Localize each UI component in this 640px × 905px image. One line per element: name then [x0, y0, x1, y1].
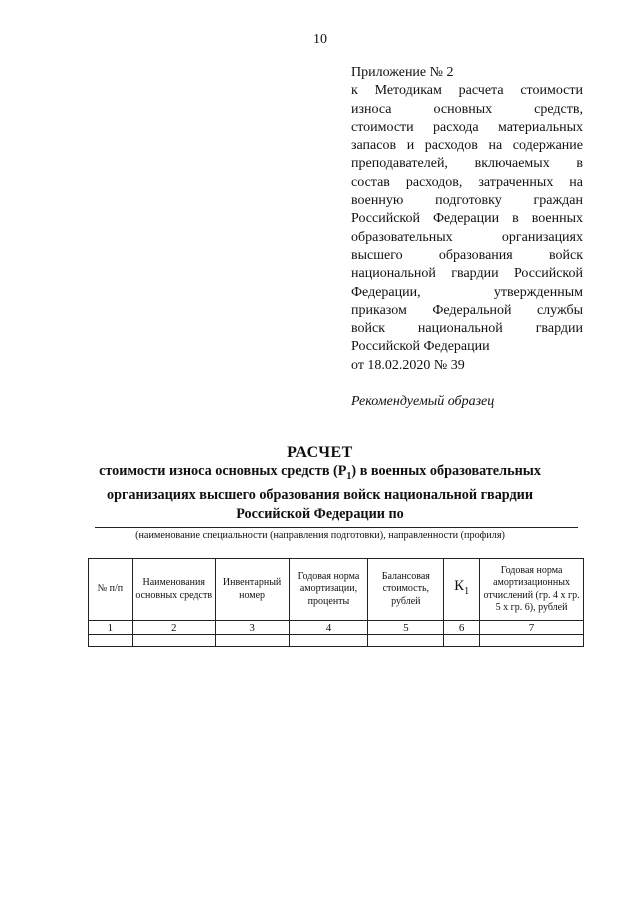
column-number-cell: 4 [289, 621, 368, 635]
appendix-line: военную подготовку граждан [351, 193, 583, 209]
appendix-line: войск национальной гвардии [351, 321, 583, 337]
appendix-line: образовательных организациях [351, 229, 583, 245]
appendix-line: Российской Федерации [351, 339, 490, 355]
empty-cell [132, 635, 215, 647]
subscript: 1 [346, 470, 352, 482]
empty-table-row [89, 635, 584, 647]
subtitle-line-1 [60, 462, 580, 486]
header-cell-k1 [444, 559, 480, 621]
page-number: 10 [313, 32, 327, 47]
appendix-line: высшего образования войск [351, 247, 583, 263]
appendix-line: от 18.02.2020 № 39 [351, 357, 465, 373]
subtitle-line-2: организациях высшего образования войск национальной гвардии [106, 487, 534, 504]
document-subtitle [60, 462, 580, 523]
fill-in-line [95, 527, 578, 528]
header-cell-inventory-number: Инвентарный номер [215, 559, 289, 621]
header-cell-number: № п/п [89, 559, 133, 621]
appendix-line: национальной гвардии Российской [351, 266, 583, 282]
appendix-line: Федерации, утвержденным [351, 284, 583, 300]
appendix-line: запасов и расходов на содержание [351, 138, 583, 154]
appendix-line: к Методикам расчета стоимости [351, 83, 583, 99]
header-cell-annual-depreciation: Годовая норма амортизационных отчислений (гр. 4 х гр. 5 х гр. 6), рублей [480, 559, 584, 621]
empty-cell [89, 635, 133, 647]
subtitle-line-3: Российской Федерации по [236, 505, 404, 522]
empty-cell [480, 635, 584, 647]
document-title: РАСЧЕТ [287, 444, 353, 461]
header-cell-depreciation-rate: Годовая норма амортизации, проценты [289, 559, 368, 621]
column-number-cell: 6 [444, 621, 480, 635]
column-number-cell: 5 [368, 621, 444, 635]
empty-cell [444, 635, 480, 647]
appendix-block [351, 64, 583, 375]
appendix-line: приказом Федеральной службы [351, 302, 583, 318]
k-subscript: 1 [464, 586, 470, 598]
empty-cell [368, 635, 444, 647]
table-header-row [89, 559, 584, 621]
column-number-row [89, 621, 584, 635]
appendix-line: стоимости расхода материальных [351, 119, 583, 135]
column-number-cell: 3 [215, 621, 289, 635]
k-symbol: К [454, 578, 465, 595]
calculation-table [88, 558, 584, 647]
header-cell-asset-name: Наименования основных средств [132, 559, 215, 621]
appendix-line: преподавателей, включаемых в [351, 156, 583, 172]
appendix-line: Приложение № 2 [351, 65, 454, 80]
subtitle-text: ) в военных образовательных [351, 463, 541, 479]
subtitle-text: стоимости износа основных средств (Р [99, 463, 347, 479]
appendix-line: Российской Федерации в военных [351, 211, 583, 227]
header-cell-book-value: Балансовая стоимость, рублей [368, 559, 444, 621]
appendix-line: состав расходов, затраченных на [351, 174, 583, 190]
column-number-cell: 1 [89, 621, 133, 635]
appendix-line: износа основных средств, [351, 101, 583, 117]
recommended-sample-note: Рекомендуемый образец [351, 394, 495, 409]
fill-in-caption: (наименование специальности (направления подготовки), направленности (профиля) [135, 530, 505, 541]
empty-cell [289, 635, 368, 647]
empty-cell [215, 635, 289, 647]
column-number-cell: 2 [132, 621, 215, 635]
column-number-cell: 7 [480, 621, 584, 635]
